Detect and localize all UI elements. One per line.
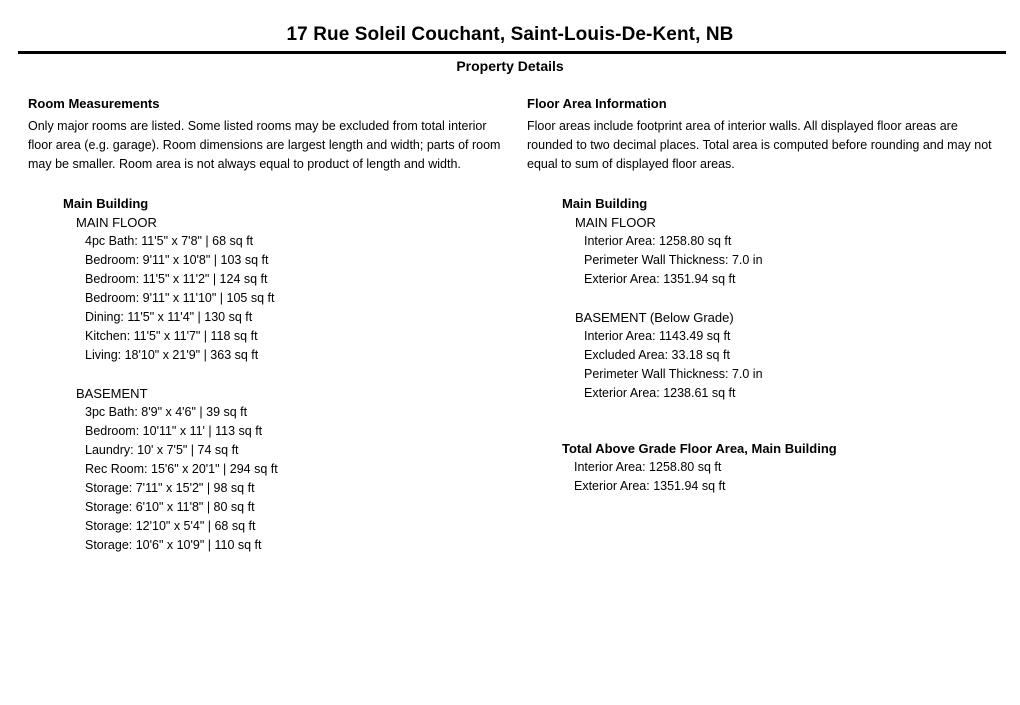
floor-name-basement-area: BASEMENT (Below Grade) bbox=[575, 310, 734, 325]
room-entry: 3pc Bath: 8'9" x 4'6" | 39 sq ft bbox=[85, 405, 248, 419]
page-subtitle: Property Details bbox=[456, 58, 564, 74]
area-entry: Exterior Area: 1351.94 sq ft bbox=[584, 272, 736, 286]
room-entry: Laundry: 10' x 7'5" | 74 sq ft bbox=[85, 443, 239, 457]
floor-group-basement-rooms bbox=[28, 384, 508, 555]
total-above-grade-heading: Total Above Grade Floor Area, Main Building bbox=[562, 441, 837, 456]
total-area-entry: Exterior Area: 1351.94 sq ft bbox=[574, 479, 726, 493]
total-area-entry: Interior Area: 1258.80 sq ft bbox=[574, 460, 722, 474]
room-entry: Storage: 12'10" x 5'4" | 68 sq ft bbox=[85, 519, 256, 533]
area-entry: Perimeter Wall Thickness: 7.0 in bbox=[584, 253, 763, 267]
floor-area-tree bbox=[527, 194, 1007, 496]
floor-area-information-note: Floor areas include footprint area of interior walls. All displayed floor areas are rounded to two decimal places. Total area is computed before rounding and may not equal to sum of displayed floor areas. bbox=[527, 119, 992, 171]
title-divider bbox=[18, 51, 1006, 54]
room-entry: Storage: 10'6" x 10'9" | 110 sq ft bbox=[85, 538, 262, 552]
room-entry: Bedroom: 9'11" x 11'10" | 105 sq ft bbox=[85, 291, 275, 305]
room-measurements-column bbox=[28, 96, 508, 555]
area-entry: Interior Area: 1143.49 sq ft bbox=[584, 329, 731, 343]
floor-name-main-floor-area: MAIN FLOOR bbox=[575, 215, 656, 230]
room-measurements-heading: Room Measurements bbox=[28, 96, 160, 111]
room-entry: Kitchen: 11'5" x 11'7" | 118 sq ft bbox=[85, 329, 258, 343]
area-entry: Exterior Area: 1238.61 sq ft bbox=[584, 386, 736, 400]
area-entry: Excluded Area: 33.18 sq ft bbox=[584, 348, 730, 362]
room-entry: Bedroom: 10'11" x 11' | 113 sq ft bbox=[85, 424, 263, 438]
area-entry: Interior Area: 1258.80 sq ft bbox=[584, 234, 732, 248]
room-entry: Storage: 6'10" x 11'8" | 80 sq ft bbox=[85, 500, 255, 514]
floor-name-basement: BASEMENT bbox=[76, 386, 148, 401]
floor-name-main-floor: MAIN FLOOR bbox=[76, 215, 157, 230]
room-entry: Rec Room: 15'6" x 20'1" | 294 sq ft bbox=[85, 462, 278, 476]
room-measurements-note: Only major rooms are listed. Some listed rooms may be excluded from total interior floor area (e.g. garage). Room dimensions are largest length and width; parts of room may be smaller. Room area is not always equal to product of length and width. bbox=[28, 119, 501, 171]
floor-area-information-heading: Floor Area Information bbox=[527, 96, 667, 111]
room-entry: 4pc Bath: 11'5" x 7'8" | 68 sq ft bbox=[85, 234, 254, 248]
room-entry: Living: 18'10" x 21'9" | 363 sq ft bbox=[85, 348, 259, 362]
floor-group-basement-areas bbox=[527, 308, 1007, 403]
floor-group-main-floor-areas bbox=[527, 213, 1007, 289]
floor-group-main-floor-rooms bbox=[28, 213, 508, 365]
page-title: 17 Rue Soleil Couchant, Saint-Louis-De-Kent, NB bbox=[286, 24, 734, 45]
floor-area-information-column bbox=[527, 96, 1007, 496]
total-above-grade-block bbox=[527, 439, 1007, 496]
area-entry: Perimeter Wall Thickness: 7.0 in bbox=[584, 367, 763, 381]
room-entry: Bedroom: 11'5" x 11'2" | 124 sq ft bbox=[85, 272, 268, 286]
building-name-left: Main Building bbox=[63, 196, 149, 211]
building-name-right: Main Building bbox=[562, 196, 648, 211]
room-entry: Dining: 11'5" x 11'4" | 130 sq ft bbox=[85, 310, 253, 324]
room-entry: Storage: 7'11" x 15'2" | 98 sq ft bbox=[85, 481, 255, 495]
room-measurements-tree bbox=[28, 194, 508, 555]
room-entry: Bedroom: 9'11" x 10'8" | 103 sq ft bbox=[85, 253, 269, 267]
